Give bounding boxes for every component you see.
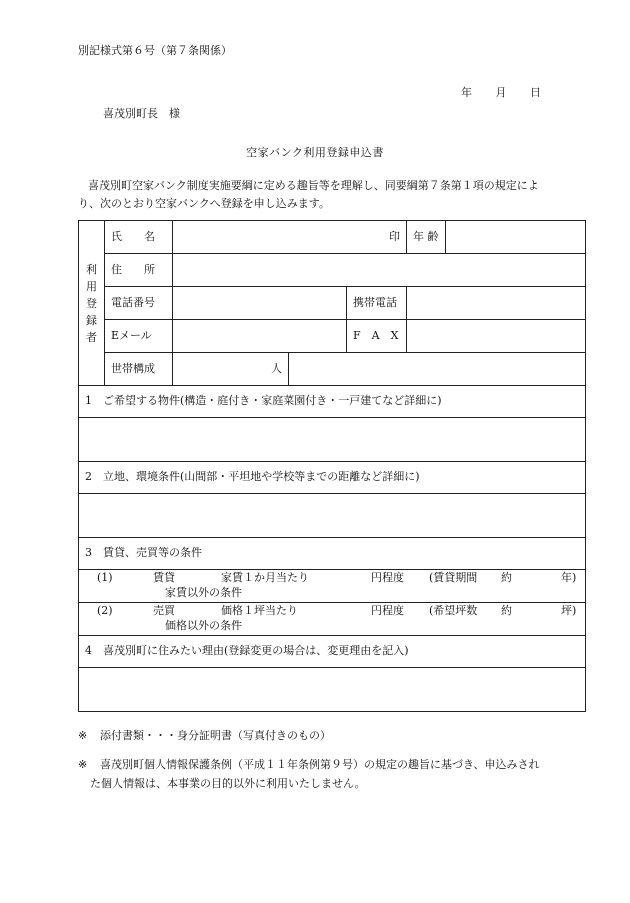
section-1-field[interactable] — [79, 418, 586, 462]
section-2-heading: 2 立地、環境条件(山間部・平坦地や学校等までの距離など詳細に) — [79, 462, 586, 494]
sale-period-label: (希望坪数 — [429, 604, 478, 618]
applicant-label-char: 用 — [86, 279, 97, 293]
date-month-label: 月 — [495, 86, 507, 99]
date-line — [461, 86, 561, 101]
note-privacy — [78, 755, 586, 793]
note-privacy-line-1 — [78, 755, 586, 774]
rent-period-label: (賃貸期間 — [429, 571, 478, 585]
date-day-label: 日 — [530, 86, 541, 99]
section-4-heading: 4 喜茂別町に住みたい理由(登録変更の場合は、変更理由を記入) — [79, 636, 586, 668]
note-mark: ※ — [78, 758, 88, 771]
applicant-label-char: 録 — [86, 313, 97, 327]
sale-price-label: 価格１坪当たり — [221, 604, 298, 618]
rent-line-1 — [85, 571, 579, 586]
age-label: 年 齢 — [407, 221, 446, 254]
mobile-label: 携帯電話 — [347, 287, 407, 320]
addressee: 喜茂別町長 様 — [103, 107, 180, 120]
section-3-heading: 3 賃貸、売買等の条件 — [79, 538, 586, 570]
rent-price-label: 家賃１か月当たり — [221, 571, 309, 585]
name-field[interactable] — [173, 221, 407, 254]
date-year-label: 年 — [461, 86, 472, 99]
household-blank — [289, 353, 586, 386]
email-field[interactable] — [173, 320, 347, 353]
rent-approx: 約 — [501, 571, 512, 585]
rent-conditions-row[interactable] — [79, 570, 586, 603]
applicant-label-char: 者 — [86, 330, 97, 344]
sale-line-1 — [85, 604, 579, 619]
household-label: 世帯構成 — [105, 353, 173, 386]
sale-other-label: 価格以外の条件 — [165, 619, 242, 632]
section-1-heading: 1 ご希望する物件(構造・庭付き・家庭菜園付き・一戸建てなど詳細に) — [79, 386, 586, 418]
sale-type: 売買 — [153, 604, 175, 618]
address-field[interactable] — [173, 254, 586, 287]
section-2-field[interactable] — [79, 494, 586, 538]
intro-paragraph — [78, 177, 586, 213]
household-unit: 人 — [271, 361, 282, 375]
fax-label: F A X — [347, 320, 407, 353]
mobile-field[interactable] — [407, 287, 586, 320]
applicant-label-char: 利 — [86, 262, 97, 276]
phone-field[interactable] — [173, 287, 347, 320]
seal-mark: 印 — [389, 229, 400, 243]
name-label: 氏 名 — [105, 221, 173, 254]
fax-field[interactable] — [407, 320, 586, 353]
rent-other-label: 家賃以外の条件 — [165, 586, 242, 599]
applicant-section-label — [79, 221, 105, 386]
sale-unit: 円程度 — [371, 604, 404, 618]
intro-line-2: り、次のとおり空家バンクへ登録を申し込みます。 — [78, 197, 330, 210]
address-label: 住 所 — [105, 254, 173, 287]
section-4-field[interactable] — [79, 668, 586, 712]
application-table — [78, 220, 586, 712]
note-privacy-text-1: 喜茂別町個人情報保護条例（平成１１年条例第９号）の規定の趣旨に基づき、申込みされ — [100, 758, 540, 771]
sale-num: (2) — [97, 604, 113, 618]
form-reference: 別記様式第６号（第７条関係） — [78, 44, 232, 57]
sale-period-unit: 坪) — [561, 604, 577, 618]
note-attachments-text: 添付書類・・・身分証明書（写真付きのもの） — [100, 729, 331, 742]
household-field[interactable] — [173, 353, 289, 386]
email-label: Eメール — [105, 320, 173, 353]
age-field[interactable] — [446, 221, 586, 254]
note-privacy-line-2: た個人情報は、本事業の目的以外に利用いたしません。 — [90, 777, 366, 790]
note-attachments — [78, 729, 331, 744]
rent-type: 賃貸 — [153, 571, 175, 585]
rent-unit: 円程度 — [371, 571, 404, 585]
sale-approx: 約 — [501, 604, 512, 618]
phone-label: 電話番号 — [105, 287, 173, 320]
note-mark: ※ — [78, 729, 88, 742]
sale-conditions-row[interactable] — [79, 603, 586, 636]
intro-line-1: 喜茂別町空家バンク制度実施要綱に定める趣旨等を理解し、同要綱第７条第１項の規定によ — [88, 179, 539, 192]
document-title: 空家バンク利用登録申込書 — [246, 146, 384, 159]
rent-period-unit: 年) — [561, 571, 577, 585]
applicant-label-char: 登 — [86, 296, 97, 310]
rent-num: (1) — [97, 571, 113, 585]
